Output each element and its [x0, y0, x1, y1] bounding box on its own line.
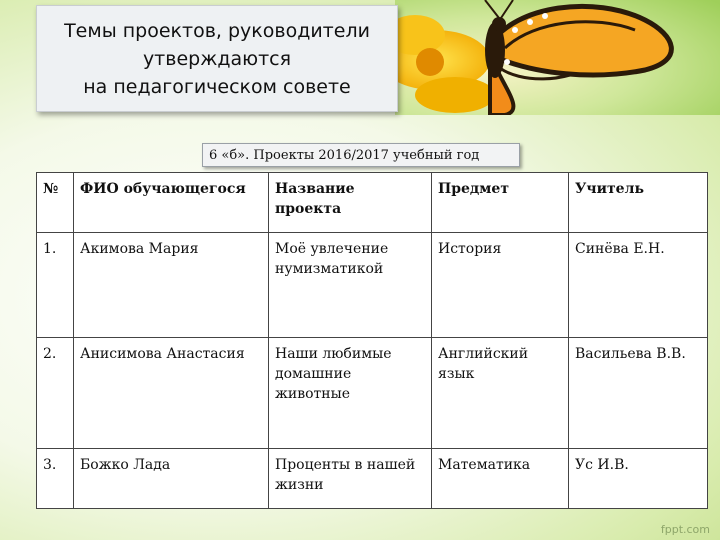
cell-subject: Английский язык	[432, 337, 569, 448]
slide-title	[36, 5, 398, 112]
title-line-2: утверждаются	[142, 47, 292, 70]
header-student-name: ФИО обучающегося	[74, 173, 269, 233]
header-project-title: Название проекта	[269, 173, 432, 233]
table-row	[37, 337, 708, 448]
header-number: №	[37, 173, 74, 233]
watermark: fppt.com	[660, 523, 710, 536]
projects-table	[36, 172, 708, 509]
table-header-row	[37, 173, 708, 233]
cell-number: 2.	[37, 337, 74, 448]
cell-teacher: Ус И.В.	[569, 448, 708, 508]
header-subject: Предмет	[432, 173, 569, 233]
title-line-3: на педагогическом совете	[83, 75, 351, 98]
class-year-caption: 6 «б». Проекты 2016/2017 учебный год	[202, 143, 520, 167]
cell-project-title: Проценты в нашей жизни	[269, 448, 432, 508]
cell-student-name: Божко Лада	[74, 448, 269, 508]
cell-teacher: Синёва Е.Н.	[569, 233, 708, 338]
cell-project-title: Моё увлечение нумизматикой	[269, 233, 432, 338]
cell-number: 1.	[37, 233, 74, 338]
title-line-1: Темы проектов, руководители	[64, 19, 370, 42]
cell-subject: История	[432, 233, 569, 338]
cell-teacher: Васильева В.В.	[569, 337, 708, 448]
cell-subject: Математика	[432, 448, 569, 508]
cell-number: 3.	[37, 448, 74, 508]
cell-project-title: Наши любимые домашние животные	[269, 337, 432, 448]
table-row	[37, 448, 708, 508]
cell-student-name: Анисимова Анастасия	[74, 337, 269, 448]
cell-student-name: Акимова Мария	[74, 233, 269, 338]
butterfly-flower-image	[395, 0, 720, 115]
table-row	[37, 233, 708, 338]
header-teacher: Учитель	[569, 173, 708, 233]
